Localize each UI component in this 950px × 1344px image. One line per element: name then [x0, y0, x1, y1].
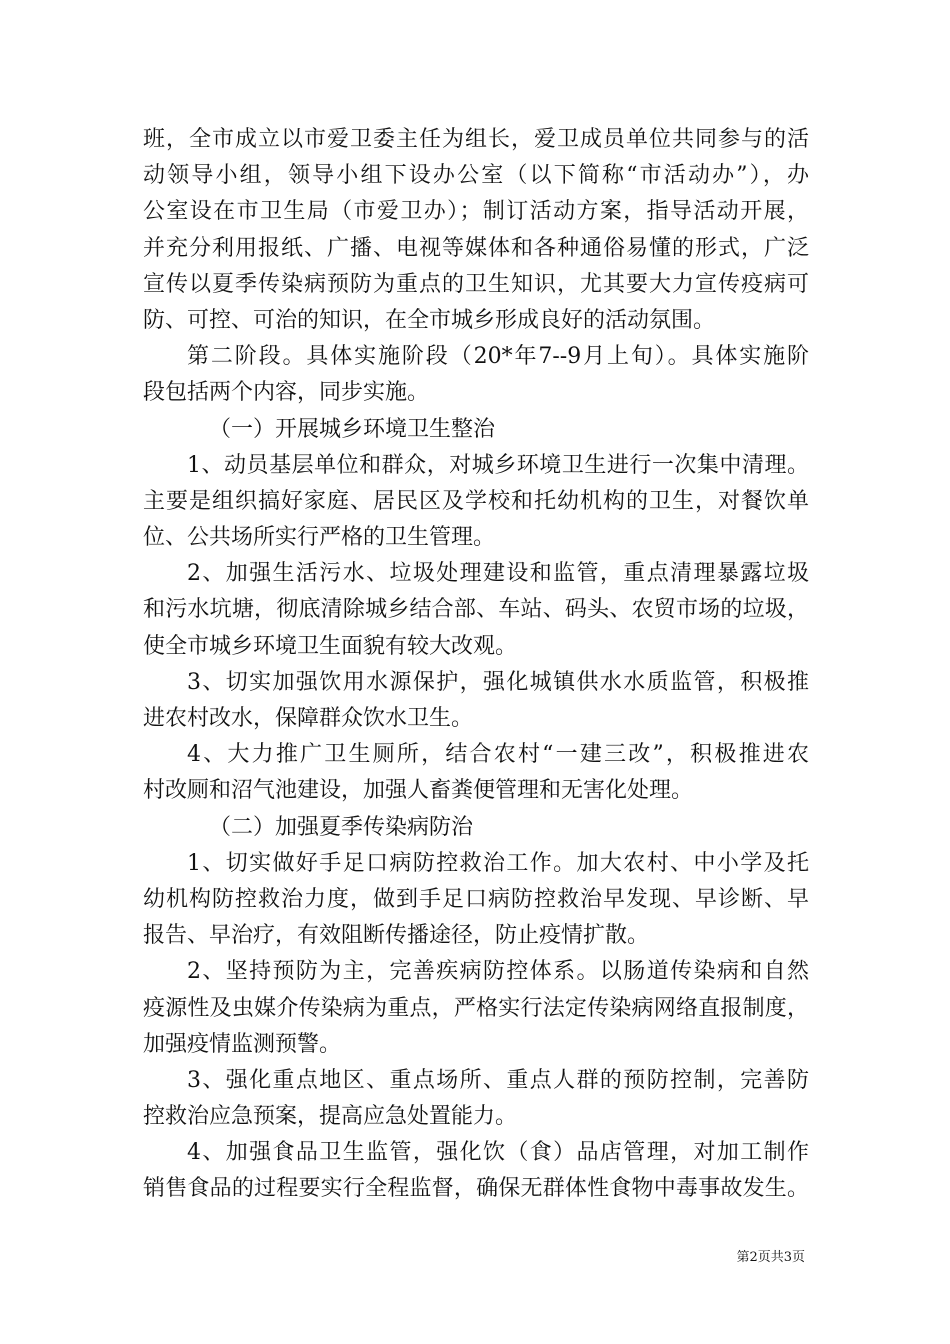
text-line: 段包括两个内容，同步实施。 [143, 380, 430, 406]
text-line: 2、坚持预防为主，完善疾病防控体系。以肠道传染病和自然 [187, 959, 809, 985]
text-line: 使全市城乡环境卫生面貌有较大改观。 [143, 633, 518, 659]
text-line: 4、加强食品卫生监管，强化饮（食）品店管理，对加工制作 [187, 1140, 809, 1166]
text-line: （二）加强夏季传染病防治 [209, 814, 474, 840]
text-line: 幼机构防控救治力度，做到手足口病防控救治早发现、早诊断、早 [143, 886, 809, 912]
text-line: 控救治应急预案，提高应急处置能力。 [143, 1104, 518, 1130]
text-line: 销售食品的过程要实行全程监督，确保无群体性食物中毒事故发生。 [143, 1176, 809, 1202]
text-line: 2、加强生活污水、垃圾处理建设和监管，重点清理暴露垃圾 [187, 561, 809, 587]
text-line: 疫源性及虫媒介传染病为重点，严格实行法定传染病网络直报制度， [143, 995, 809, 1021]
text-line: 主要是组织搞好家庭、居民区及学校和托幼机构的卫生，对餐饮单 [143, 488, 809, 514]
text-line: 村改厕和沼气池建设，加强人畜粪便管理和无害化处理。 [143, 778, 694, 804]
text-line: 宣传以夏季传染病预防为重点的卫生知识，尤其要大力宣传疫病可 [143, 271, 809, 297]
text-line: 公室设在市卫生局（市爱卫办）；制订活动方案，指导活动开展， [143, 199, 809, 225]
text-line: 第二阶段。具体实施阶段（20*年7--9月上旬）。具体实施阶 [187, 344, 809, 370]
text-line: 位、公共场所实行严格的卫生管理。 [143, 525, 496, 551]
text-line: 加强疫情监测预警。 [143, 1031, 342, 1057]
text-line: 4、大力推广卫生厕所，结合农村“一建三改”，积极推进农 [187, 742, 809, 768]
text-line: 1、动员基层单位和群众，对城乡环境卫生进行一次集中清理。 [187, 452, 809, 478]
text-line: （一）开展城乡环境卫生整治 [209, 416, 496, 442]
text-line: 动领导小组，领导小组下设办公室（以下简称“市活动办”），办 [143, 163, 809, 189]
text-line: 和污水坑塘，彻底清除城乡结合部、车站、码头、农贸市场的垃圾， [143, 597, 809, 623]
text-line: 3、强化重点地区、重点场所、重点人群的预防控制，完善防 [187, 1067, 809, 1093]
text-line: 并充分利用报纸、广播、电视等媒体和各种通俗易懂的形式，广泛 [143, 235, 809, 261]
text-line: 3、切实加强饮用水源保护，强化城镇供水水质监管，积极推 [187, 669, 809, 695]
text-line: 进农村改水，保障群众饮水卫生。 [143, 706, 474, 731]
text-line: 报告、早治疗，有效阻断传播途径，防止疫情扩散。 [143, 923, 650, 949]
page-number: 第2页共3页 [736, 1250, 805, 1265]
document-body [143, 122, 809, 1208]
text-line: 1、切实做好手足口病防控救治工作。加大农村、中小学及托 [187, 850, 809, 876]
text-line: 防、可控、可治的知识，在全市城乡形成良好的活动氛围。 [143, 307, 716, 333]
text-line: 班，全市成立以市爱卫委主任为组长，爱卫成员单位共同参与的活 [143, 127, 809, 152]
